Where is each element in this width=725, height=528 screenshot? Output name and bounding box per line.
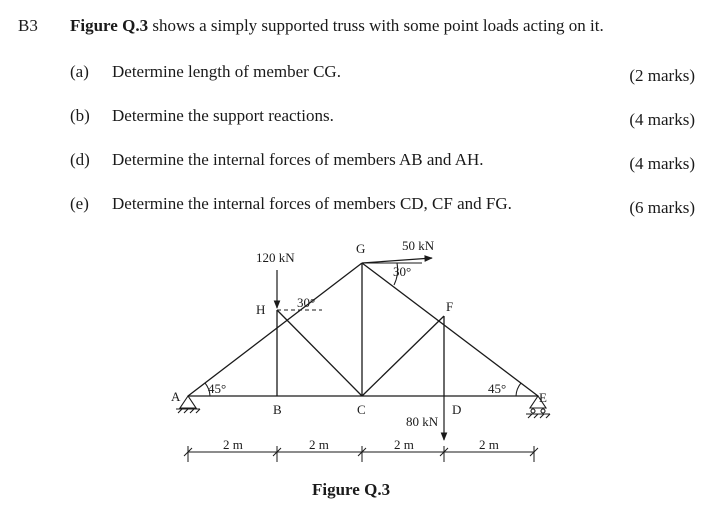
part-text: Determine the support reactions. xyxy=(112,106,334,125)
node-label-e: E xyxy=(539,390,547,405)
member-hc xyxy=(277,310,362,396)
angle-label-e: 45° xyxy=(488,381,507,396)
figure-caption: Figure Q.3 xyxy=(312,480,391,499)
node-label-b: B xyxy=(273,402,282,417)
angle-label-h: 30° xyxy=(297,295,316,310)
part-label: (d) xyxy=(70,150,90,169)
span-label-1: 2 m xyxy=(223,437,243,452)
angle-arc-e xyxy=(516,383,521,396)
part-text: Determine the internal forces of members AB and AH. xyxy=(112,150,484,169)
span-label-2: 2 m xyxy=(309,437,329,452)
load-label-g: 50 kN xyxy=(402,238,435,253)
member-ag xyxy=(188,263,362,396)
angle-label-a: 45° xyxy=(208,381,227,396)
span-label-4: 2 m xyxy=(479,437,499,452)
intro-text: shows a simply supported truss with some point loads acting on it. xyxy=(148,16,604,35)
load-g-arrow xyxy=(362,258,432,263)
member-cf xyxy=(362,316,444,396)
node-label-c: C xyxy=(357,402,366,417)
part-text: Determine the internal forces of members CD, CF and FG. xyxy=(112,194,512,213)
part-label: (a) xyxy=(70,62,89,81)
part-e-marks: (6 marks) xyxy=(629,198,695,217)
node-label-h: H xyxy=(256,302,266,317)
span-label-3: 2 m xyxy=(394,437,414,452)
node-label-d: D xyxy=(452,402,462,417)
node-label-g: G xyxy=(356,241,366,256)
part-text: Determine length of member CG. xyxy=(112,62,341,81)
angle-label-g: 30° xyxy=(393,264,412,279)
node-label-a: A xyxy=(171,389,181,404)
part-a-marks: (2 marks) xyxy=(629,66,695,85)
part-label: (e) xyxy=(70,194,89,213)
question-number: B3 xyxy=(18,16,38,35)
part-label: (b) xyxy=(70,106,90,125)
node-label-f: F xyxy=(446,299,454,314)
load-label-d: 80 kN xyxy=(406,414,439,429)
member-ge xyxy=(362,263,538,396)
part-b-marks: (4 marks) xyxy=(629,110,695,129)
load-label-h: 120 kN xyxy=(256,250,295,265)
figure-reference: Figure Q.3 xyxy=(70,16,149,35)
part-d-marks: (4 marks) xyxy=(629,154,695,173)
